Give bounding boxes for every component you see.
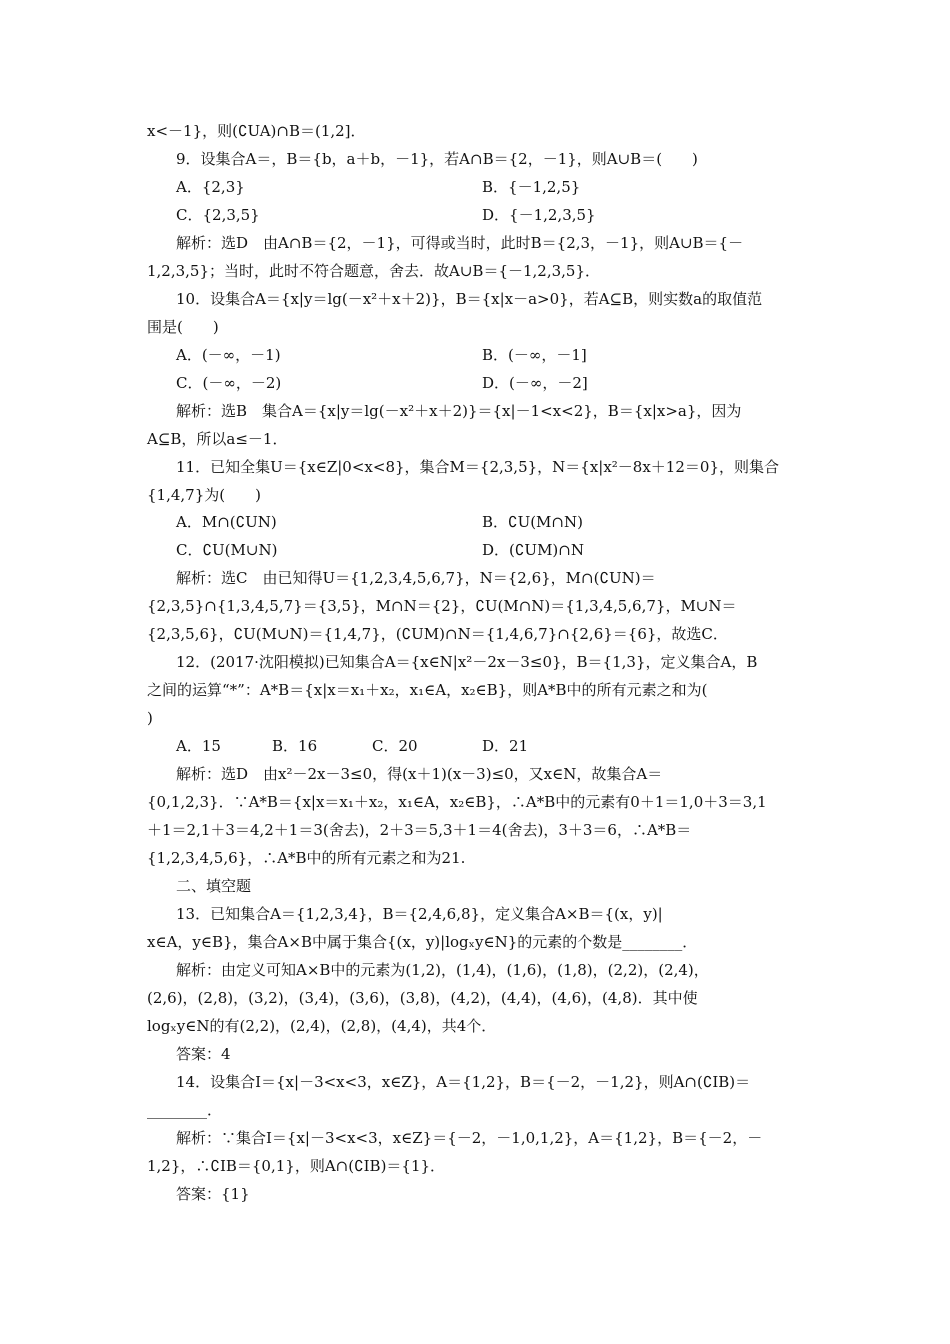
q11-solution-line: {2,3,5,6}，∁U(M∪N)＝{1,4,7}，(∁UM)∩N＝{1,4,6,7}∩{2,6}＝{6}，故选C． [147,625,728,643]
q12-option-b: B．16 [272,737,318,755]
section-heading: 二、填空题 [176,877,252,895]
q11-option-c: C．∁U(M∪N) [176,541,278,559]
q9-option-b: B．{－1,2,5} [482,178,581,196]
question-14-cont: ________． [147,1101,223,1119]
question-11: 11．已知全集U＝{x∈Z|0<x<8}，集合M＝{2,3,5}，N＝{x|x²－8x＋12＝0}，则集合 [176,458,779,476]
q12-solution-line: ＋1＝2,1＋3＝4,2＋1＝3(舍去)，2＋3＝5,3＋1＝4(舍去)，3＋3＝6，∴A*B＝ [147,821,692,839]
q10-solution-line: A⊆B，所以a≤－1． [147,430,288,448]
question-10-cont: 围是( ) [147,318,219,336]
q10-option-d: D．(－∞，－2] [482,374,588,392]
q9-option-a: A．{2,3} [176,178,245,196]
q11-option-b: B．∁U(M∩N) [482,513,583,531]
q9-solution-line: 解析：选D 由A∩B＝{2，－1}，可得或当时，此时B＝{2,3，－1}，则A∪B＝{－ [176,234,744,252]
q13-solution-line: (2,6)，(2,8)，(3,2)，(3,4)，(3,6)，(3,8)，(4,2)，(4,4)，(4,6)，(4,8)．其中使 [147,989,698,1007]
line-q8-end: x<－1}，则(∁UA)∩B＝(1,2]． [147,122,366,140]
q9-option-d: D．{－1,2,3,5} [482,206,596,224]
question-12-cont: ) [147,709,153,727]
question-13-cont: x∈A，y∈B}，集合A×B中属于集合{(x，y)|logₓy∈N}的元素的个数是________． [147,933,698,951]
q12-solution-line: {0,1,2,3}．∵A*B＝{x|x＝x₁＋x₂，x₁∈A，x₂∈B}，∴A*B中的元素有0＋1＝1,0＋3＝3,1 [147,793,767,811]
q9-solution-line: 1,2,3,5}；当时，此时不符合题意，舍去．故A∪B＝{－1,2,3,5}． [147,262,601,280]
question-12-cont: 之间的运算“*”：A*B＝{x|x＝x₁＋x₂，x₁∈A，x₂∈B}，则A*B中的所有元素之和为( [147,681,708,699]
q13-solution-line: logₓy∈N的有(2,2)，(2,4)，(2,8)，(4,4)，共4个． [147,1017,497,1035]
q14-solution-line: 1,2}，∴∁IB＝{0,1}，则A∩(∁IB)＝{1}． [147,1157,446,1175]
question-14: 14．设集合I＝{x|－3<x<3，x∈Z}，A＝{1,2}，B＝{－2，－1,2}，则A∩(∁IB)＝ [176,1073,751,1091]
q10-solution-line: 解析：选B 集合A＝{x|y＝lg(－x²＋x＋2)}＝{x|－1<x<2}，B＝{x|x>a}，因为 [176,402,742,420]
q10-option-a: A．(－∞，－1) [176,346,281,364]
q14-answer: 答案：{1} [176,1185,250,1203]
q12-solution-line: 解析：选D 由x²－2x－3≤0，得(x＋1)(x－3)≤0，又x∈N，故集合A＝ [176,765,663,783]
q14-solution-line: 解析：∵集合I＝{x|－3<x<3，x∈Z}＝{－2，－1,0,1,2}，A＝{1,2}，B＝{－2，－ [176,1129,763,1147]
question-11-cont: {1,4,7}为( ) [147,486,261,504]
q12-option-d: D．21 [482,737,529,755]
q12-solution-line: {1,2,3,4,5,6}，∴A*B中的所有元素之和为21. [147,849,466,867]
question-12: 12．(2017·沈阳模拟)已知集合A＝{x∈N|x²－2x－3≤0}，B＝{1,3}，定义集合A，B [176,653,758,671]
q13-answer: 答案：4 [176,1045,231,1063]
q11-solution-line: {2,3,5}∩{1,3,4,5,7}＝{3,5}，M∩N＝{2}，∁U(M∩N)＝{1,3,4,5,6,7}，M∪N＝ [147,597,737,615]
q12-option-c: C．20 [372,737,418,755]
q12-option-a: A．15 [176,737,221,755]
question-9: 9．设集合A＝，B＝{b，a＋b，－1}，若A∩B＝{2，－1}，则A∪B＝( ) [176,150,698,168]
q11-option-d: D．(∁UM)∩N [482,541,584,559]
q10-option-c: C．(－∞，－2) [176,374,282,392]
q11-option-a: A．M∩(∁UN) [176,513,277,531]
q10-option-b: B．(－∞，－1] [482,346,587,364]
q11-solution-line: 解析：选C 由已知得U＝{1,2,3,4,5,6,7}，N＝{2,6}，M∩(∁UN)＝ [176,569,656,587]
question-10: 10．设集合A＝{x|y＝lg(－x²＋x＋2)}，B＝{x|x－a>0}，若A⊆B，则实数a的取值范 [176,290,763,308]
q13-solution-line: 解析：由定义可知A×B中的元素为(1,2)，(1,4)，(1,6)，(1,8)，(2,2)，(2,4)， [176,961,709,979]
q9-option-c: C．{2,3,5} [176,206,260,224]
question-13: 13．已知集合A＝{1,2,3,4}，B＝{2,4,6,8}，定义集合A×B＝{(x，y)| [176,905,663,923]
